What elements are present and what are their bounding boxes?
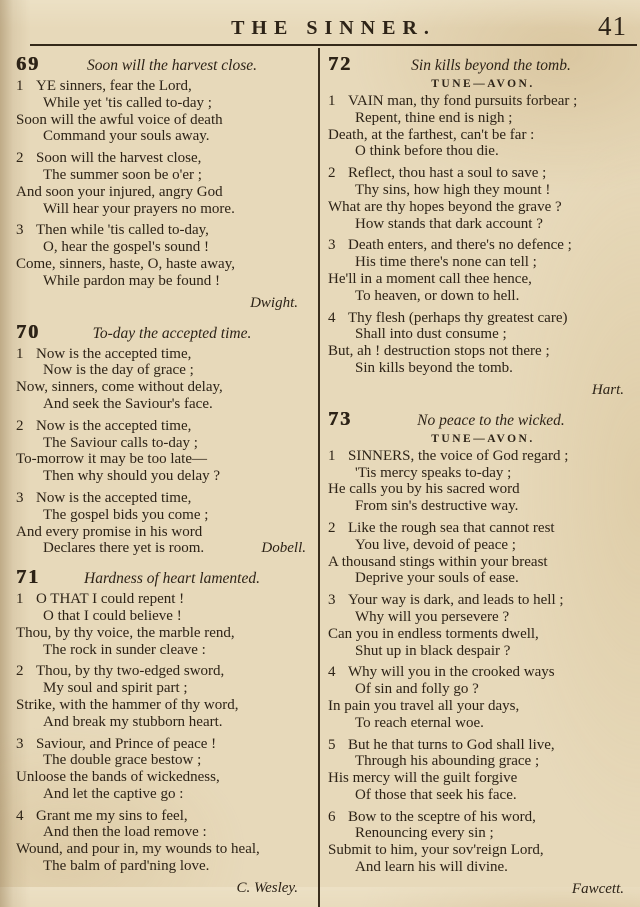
verse-text: He'll in a moment call thee hence,	[328, 270, 532, 287]
verse-text: Then why should you delay ?	[43, 468, 221, 485]
stanza	[16, 418, 312, 485]
verse-text: Declares there yet is room.	[43, 540, 205, 557]
verse-text: Death, at the farthest, can't be far :	[328, 126, 535, 143]
verse-text: The double grace bestow ;	[43, 752, 202, 769]
hymn-number: 72	[328, 53, 352, 75]
hymn-header	[16, 321, 312, 344]
verse-line	[328, 809, 638, 826]
stanza-number: 6	[328, 808, 336, 825]
stanza-number: 5	[328, 736, 336, 753]
stanza	[16, 222, 312, 289]
verse-line	[16, 239, 312, 256]
verse-line	[328, 537, 638, 554]
verse-line	[328, 288, 638, 305]
verse-text: Wound, and pour in, my wounds to heal,	[16, 841, 260, 858]
verse-text: YE sinners, fear the Lord,	[36, 78, 192, 94]
verse-line	[328, 237, 638, 254]
hymn-title: Sin kills beyond the tomb.	[411, 57, 571, 74]
stanza	[16, 78, 312, 145]
stanza	[328, 520, 638, 587]
stanza-number: 1	[16, 345, 24, 362]
verse-line	[328, 715, 638, 732]
verse-line	[328, 698, 638, 715]
verse-text: From sin's destructive way.	[355, 498, 519, 515]
verse-line	[16, 642, 312, 659]
verse-text: Saviour, and Prince of peace !	[36, 735, 217, 752]
verse-text: Now is the accepted time,	[36, 345, 192, 362]
verse-line	[328, 570, 638, 587]
verse-line	[328, 93, 638, 110]
verse-line	[16, 507, 312, 524]
stanza	[328, 737, 638, 804]
tune-line: TUNE—AVON.	[431, 78, 535, 90]
verse-line	[16, 201, 312, 218]
hymn-title: Soon will the harvest close.	[86, 57, 258, 74]
verse-line	[328, 737, 638, 754]
verse-text: Command your souls away.	[43, 128, 210, 145]
verse-line	[328, 787, 638, 804]
verse-text: Shut up in black despair ?	[355, 642, 511, 659]
verse-line	[328, 643, 638, 660]
verse-text: Bow to the sceptre of his word,	[348, 808, 536, 825]
verse-text: To heaven, or down to hell.	[355, 287, 520, 304]
stanza-number: 1	[328, 93, 336, 109]
verse-line	[16, 540, 312, 557]
verse-text: My soul and spirit part ;	[43, 680, 188, 697]
verse-text: The gospel bids you come ;	[43, 506, 209, 523]
stanza	[16, 490, 312, 557]
verse-line	[16, 128, 312, 145]
hymn-number: 70	[16, 320, 40, 343]
verse-line	[328, 199, 638, 216]
verse-line	[328, 326, 638, 343]
verse-line	[16, 95, 312, 112]
verse-line	[328, 448, 638, 465]
hymn-header	[16, 53, 312, 76]
verse-text: Why will you in the crooked ways	[348, 664, 555, 681]
columns	[0, 48, 640, 907]
author-signature: C. Wesley.	[236, 879, 298, 896]
verse-text: Grant me my sins to feel,	[36, 807, 188, 824]
verse-text: Now is the day of grace ;	[43, 362, 194, 379]
verse-line	[16, 418, 312, 435]
verse-line	[328, 554, 638, 571]
verse-text: Can you in endless torments dwell,	[328, 625, 539, 642]
verse-text: Thy flesh (perhaps thy greatest care)	[348, 309, 568, 326]
hymn-70	[16, 321, 312, 558]
verse-text: His mercy will the guilt forgive	[328, 770, 518, 787]
verse-text: O, hear the gospel's sound !	[43, 239, 210, 256]
verse-line	[328, 520, 638, 537]
hymn-71	[16, 566, 312, 897]
page-title: THE SINNER.	[231, 17, 436, 39]
verse-line	[328, 343, 638, 360]
verse-text: Thou, by thy two-edged sword,	[36, 663, 225, 680]
verse-line	[16, 697, 312, 714]
verse-line	[16, 346, 312, 363]
verse-line	[16, 841, 312, 858]
verse-text: Will hear your prayers no more.	[43, 200, 235, 217]
stanza-number: 2	[16, 150, 24, 167]
verse-text: Sin kills beyond the tomb.	[355, 359, 513, 376]
verse-text: You live, devoid of peace ;	[355, 536, 516, 553]
verse-line	[328, 110, 638, 127]
verse-text: And every promise in his word	[16, 523, 203, 540]
stanza-number: 3	[16, 222, 24, 239]
author-signature: Fawcett.	[571, 880, 624, 897]
verse-text: How stands that dark account ?	[355, 215, 543, 232]
verse-text: Through his abounding grace ;	[355, 753, 540, 770]
verse-line	[16, 663, 312, 680]
hymn-title: To-day the accepted time.	[92, 324, 252, 342]
page-header	[30, 8, 637, 46]
hymn-73	[328, 408, 638, 898]
stanza-number: 1	[328, 447, 336, 464]
verse-text: And then the load remove :	[43, 824, 207, 841]
verse-text: The balm of pard'ning love.	[43, 858, 210, 875]
verse-text: Reflect, thou hast a soul to save ;	[348, 165, 547, 182]
verse-text: O THAT I could repent !	[36, 591, 185, 608]
verse-line	[16, 769, 312, 786]
verse-line	[16, 786, 312, 803]
verse-line	[16, 451, 312, 468]
author-signature: Dwight.	[250, 294, 298, 311]
verse-line	[16, 150, 312, 167]
verse-text: Soon will the harvest close,	[36, 150, 202, 167]
hymn-number: 73	[328, 407, 352, 430]
verse-line	[16, 362, 312, 379]
verse-text: But, ah ! destruction stops not there ;	[328, 343, 550, 360]
verse-line	[328, 592, 638, 609]
verse-line	[328, 626, 638, 643]
verse-line	[16, 379, 312, 396]
verse-text: Now is the accepted time,	[36, 489, 192, 506]
verse-text: The Saviour calls to-day ;	[43, 434, 198, 451]
verse-line	[328, 609, 638, 626]
stanza	[16, 663, 312, 730]
verse-line	[16, 608, 312, 625]
verse-text: VAIN man, thy fond pursuits forbear ;	[348, 93, 578, 109]
verse-text: And soon your injured, angry God	[16, 183, 223, 200]
stanza-number: 4	[328, 309, 336, 326]
verse-line	[16, 591, 312, 608]
hymn-header	[328, 408, 638, 431]
verse-line	[16, 808, 312, 825]
column	[0, 48, 318, 907]
verse-line	[16, 184, 312, 201]
verse-text: In pain you travel all your days,	[328, 697, 520, 714]
stanza-number: 4	[16, 807, 24, 824]
stanza	[16, 808, 312, 875]
verse-line	[328, 271, 638, 288]
verse-line	[16, 524, 312, 541]
stanza	[16, 150, 312, 217]
verse-line	[16, 824, 312, 841]
stanza	[328, 237, 638, 304]
stanza-number: 3	[16, 489, 24, 506]
verse-line	[328, 143, 638, 160]
verse-text: To-morrow it may be too late—	[16, 451, 207, 468]
verse-line	[16, 736, 312, 753]
stanza-number: 2	[328, 519, 336, 536]
page-number: 41	[598, 11, 627, 41]
verse-text: And learn his will divine.	[355, 859, 508, 876]
tune-line: TUNE—AVON.	[431, 432, 535, 445]
verse-text: To reach eternal woe.	[355, 714, 484, 731]
verse-line	[328, 360, 638, 377]
verse-line	[16, 167, 312, 184]
verse-line	[328, 498, 638, 515]
verse-line	[328, 254, 638, 271]
verse-text: Deprive your souls of ease.	[355, 570, 519, 587]
verse-text: His time there's none can tell ;	[355, 254, 537, 271]
hymn-number: 71	[16, 566, 40, 589]
verse-text: SINNERS, the voice of God regard ;	[348, 447, 569, 464]
verse-line	[328, 859, 638, 876]
verse-text: Come, sinners, haste, O, haste away,	[16, 255, 235, 272]
verse-text: And let the captive go :	[43, 785, 184, 802]
verse-text: He calls you by his sacred word	[328, 481, 520, 498]
hymn-69	[16, 53, 312, 312]
stanza	[328, 448, 638, 515]
verse-line	[328, 681, 638, 698]
hymn-72	[328, 53, 638, 399]
verse-text: Thou, by thy voice, the marble rend,	[16, 624, 235, 641]
verse-line	[16, 858, 312, 875]
stanza	[16, 591, 312, 658]
author-signature: Hart.	[591, 381, 624, 398]
verse-text: Soon will the awful voice of death	[16, 111, 223, 128]
verse-line	[328, 465, 638, 482]
verse-line	[16, 396, 312, 413]
verse-text: O think before thou die.	[355, 143, 499, 160]
verse-line	[328, 664, 638, 681]
verse-text: But he that turns to God shall live,	[348, 736, 555, 753]
stanza-number: 3	[16, 735, 24, 752]
verse-text: Your way is dark, and leads to hell ;	[348, 592, 564, 609]
verse-text: Then while 'tis called to-day,	[36, 222, 209, 239]
verse-text: Now is the accepted time,	[36, 417, 192, 434]
verse-text: Why will you persevere ?	[355, 608, 510, 625]
verse-line	[16, 752, 312, 769]
author-signature: Dobell.	[261, 540, 306, 557]
verse-text: Of sin and folly go ?	[355, 681, 479, 698]
verse-line	[16, 714, 312, 731]
verse-text: While yet 'tis called to-day ;	[43, 94, 212, 111]
verse-text: Of those that seek his face.	[355, 786, 517, 803]
stanza-number: 1	[16, 78, 24, 94]
stanza-number: 4	[328, 664, 336, 681]
stanza	[328, 809, 638, 876]
verse-text: Repent, thine end is nigh ;	[355, 109, 513, 126]
verse-line	[328, 165, 638, 182]
verse-text: What are thy hopes beyond the grave ?	[328, 198, 562, 215]
hymn-header	[16, 566, 312, 589]
verse-text: O that I could believe !	[43, 607, 182, 624]
verse-text: Shall into dust consume ;	[355, 326, 507, 343]
stanza	[16, 346, 312, 413]
verse-line	[328, 216, 638, 233]
verse-text: Unloose the bands of wickedness,	[16, 769, 220, 786]
verse-line	[16, 435, 312, 452]
hymn-number: 69	[16, 53, 40, 75]
verse-line	[16, 256, 312, 273]
verse-line	[16, 112, 312, 129]
hymn-title: No peace to the wicked.	[417, 411, 565, 429]
stanza	[328, 664, 638, 731]
verse-line	[328, 842, 638, 859]
verse-line	[328, 770, 638, 787]
verse-line	[16, 680, 312, 697]
verse-line	[16, 468, 312, 485]
stanza	[328, 310, 638, 377]
verse-text: Now, sinners, come without delay,	[16, 379, 223, 396]
stanza	[328, 93, 638, 160]
stanza-number: 2	[16, 417, 24, 434]
hymn-header	[328, 53, 638, 76]
verse-text: Submit to him, your sov'reign Lord,	[328, 842, 544, 859]
column	[318, 48, 640, 907]
verse-text: Strike, with the hammer of thy word,	[16, 696, 239, 713]
verse-text: And seek the Saviour's face.	[43, 395, 213, 412]
stanza-number: 2	[16, 663, 24, 680]
verse-text: Like the rough sea that cannot rest	[348, 519, 555, 536]
verse-line	[328, 753, 638, 770]
verse-line	[328, 127, 638, 144]
verse-text: Death enters, and there's no defence ;	[348, 237, 572, 254]
verse-text: Renouncing every sin ;	[355, 825, 494, 842]
verse-line	[16, 273, 312, 290]
stanza	[16, 736, 312, 803]
verse-text: And break my stubborn heart.	[43, 713, 223, 730]
hymn-title: Hardness of heart lamented.	[84, 570, 260, 588]
stanza-number: 1	[16, 591, 24, 608]
stanza-number: 3	[328, 237, 336, 254]
verse-line	[16, 78, 312, 95]
verse-text: 'Tis mercy speaks to-day ;	[355, 464, 512, 481]
stanza-number: 3	[328, 592, 336, 609]
verse-text: The summer soon be o'er ;	[43, 166, 202, 183]
verse-text: While pardon may be found !	[43, 272, 221, 289]
verse-line	[328, 481, 638, 498]
verse-line	[328, 182, 638, 199]
stanza-number: 2	[328, 165, 336, 182]
verse-line	[16, 490, 312, 507]
stanza	[328, 165, 638, 232]
verse-text: The rock in sunder cleave :	[43, 641, 206, 658]
verse-line	[328, 310, 638, 327]
verse-line	[16, 625, 312, 642]
verse-line	[328, 825, 638, 842]
verse-line	[16, 222, 312, 239]
verse-text: Thy sins, how high they mount !	[355, 181, 551, 198]
stanza	[328, 592, 638, 659]
verse-text: A thousand stings within your breast	[328, 553, 548, 570]
